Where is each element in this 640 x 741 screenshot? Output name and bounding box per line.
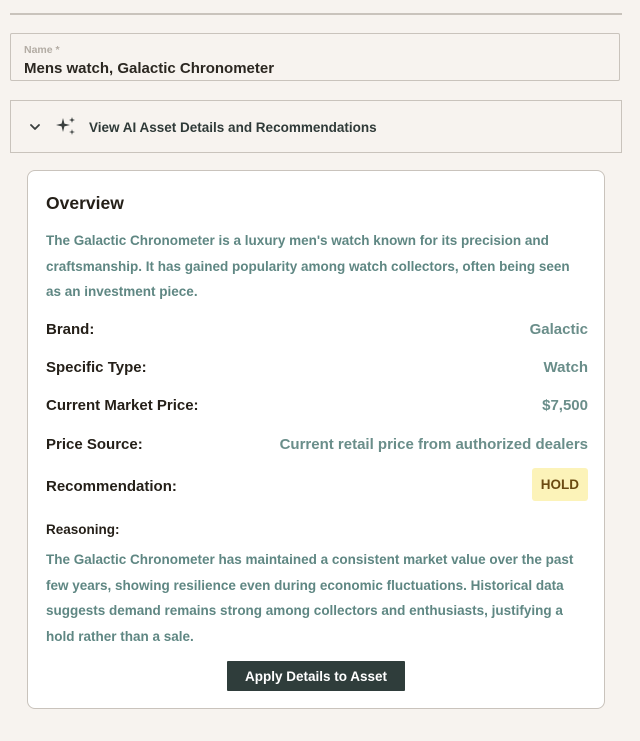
overview-description: The Galactic Chronometer is a luxury men's watch known for its precision and craftsmanship. It has gained popularity among watch collectors, often being seen as an investment piece.: [46, 233, 570, 299]
detail-row-price-source: [46, 436, 588, 458]
detail-row-recommendation: [46, 478, 588, 500]
reasoning-label: Reasoning:: [46, 522, 120, 537]
price-source-label: Price Source:: [46, 436, 143, 453]
ai-details-card: [27, 170, 605, 709]
reasoning-text: The Galactic Chronometer has maintained a consistent market value over the past few years, showing resilience even during economic fluctuations. Historical data suggests demand remains strong among collectors and enthusiasts, justifying a hold rather than a sale.: [46, 552, 574, 644]
name-input[interactable]: [24, 60, 584, 77]
price-source-value: Current retail price from authorized dealers: [279, 436, 588, 453]
specific-type-value: Watch: [543, 359, 588, 376]
recommendation-badge: HOLD: [532, 468, 588, 501]
brand-label: Brand:: [46, 321, 95, 338]
market-price-label: Current Market Price:: [46, 397, 199, 414]
brand-value: Galactic: [529, 321, 588, 338]
sparkles-icon: [54, 115, 78, 139]
ai-details-toggle-label: View AI Asset Details and Recommendations: [89, 120, 377, 135]
recommendation-label: Recommendation:: [46, 478, 177, 495]
detail-row-market-price: [46, 397, 588, 419]
top-divider: [10, 13, 622, 15]
name-field-label: Name *: [24, 44, 60, 56]
chevron-down-icon: [28, 120, 42, 134]
name-field[interactable]: [10, 33, 620, 81]
apply-details-button[interactable]: Apply Details to Asset: [227, 661, 405, 691]
detail-row-specific-type: [46, 359, 588, 381]
detail-row-brand: [46, 321, 588, 343]
ai-details-toggle[interactable]: [10, 100, 622, 153]
overview-title: Overview: [46, 193, 124, 213]
specific-type-label: Specific Type:: [46, 359, 147, 376]
market-price-value: $7,500: [542, 397, 588, 414]
